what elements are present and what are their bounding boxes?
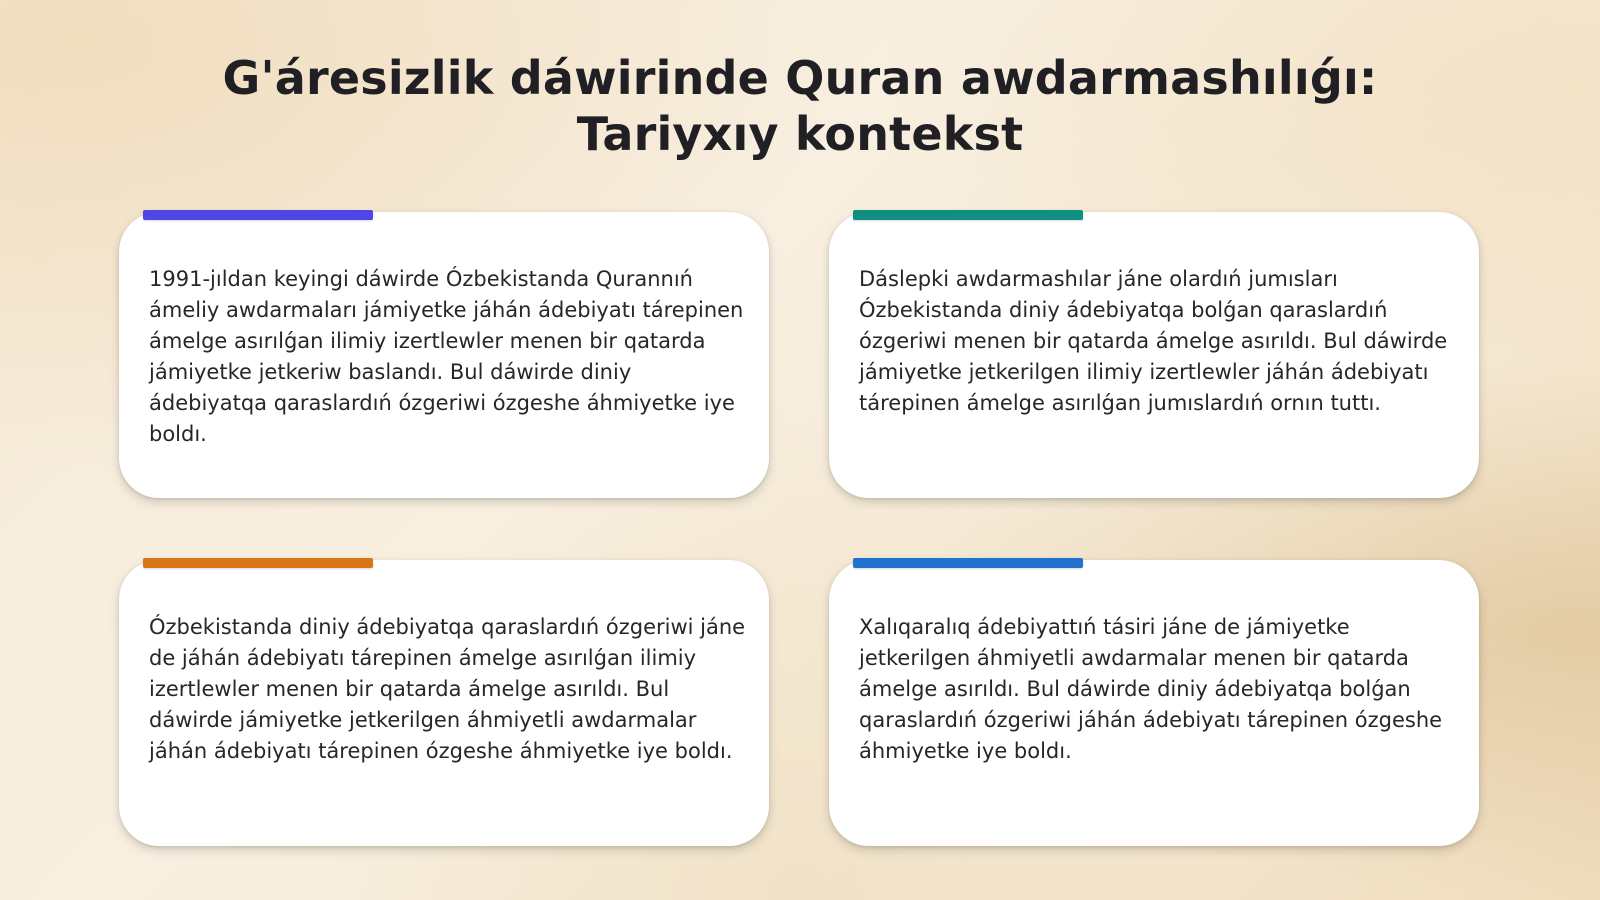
page-title: G'áresizlik dáwirinde Quran awdarmashılıǵı: Tariyxıy kontekst <box>222 51 1378 161</box>
info-card-2 <box>829 212 1479 498</box>
card-2-accent-bar <box>853 210 1083 220</box>
card-2-text: Dáslepki awdarmashılar jáne olardıń jumısları Ózbekistanda diniy ádebiyatqa bolǵan qaraslardıń ózgeriwi menen bir qatarda ámelge asırıldı. Bul dáwirde jámiyetke jetkerilgen ilimiy izertlewler jáhán ádebiyatı tárepinen ámelge asırılǵan jumıslardıń ornın tuttı. <box>859 267 1448 415</box>
info-card-3 <box>119 560 769 846</box>
card-1-text: 1991-jıldan keyingi dáwirde Ózbekistanda Qurannıń ámeliy awdarmaları jámiyetke jáhán ádebiyatı tárepinen ámelge asırılǵan ilimiy izertlewler menen bir qatarda jámiyetke jetkeriw baslandı. Bul dáwirde diniy ádebiyatqa qaraslardıń ózgeriwi ózgeshe áhmiyetke iye boldı. <box>149 267 744 446</box>
info-card-4 <box>829 560 1479 846</box>
info-card-1 <box>119 212 769 498</box>
card-4-text: Xalıqaralıq ádebiyattıń tásiri jáne de jámiyetke jetkerilgen áhmiyetli awdarmalar menen bir qatarda ámelge asırıldı. Bul dáwirde diniy ádebiyatqa bolǵan qaraslardıń ózgeriwi jáhán ádebiyatı tárepinen ózgeshe áhmiyetke iye boldı. <box>859 615 1443 763</box>
card-3-text: Ózbekistanda diniy ádebiyatqa qaraslardıń ózgeriwi jáne de jáhán ádebiyatı tárepinen ámelge asırılǵan ilimiy izertlewler menen bir qatarda ámelge asırıldı. Bul dáwirde jámiyetke jetkerilgen áhmiyetli awdarmalar jáhán ádebiyatı tárepinen ózgeshe áhmiyetke iye boldı. <box>149 615 746 763</box>
card-1-accent-bar <box>143 210 373 220</box>
card-4-accent-bar <box>853 558 1083 568</box>
card-3-accent-bar <box>143 558 373 568</box>
